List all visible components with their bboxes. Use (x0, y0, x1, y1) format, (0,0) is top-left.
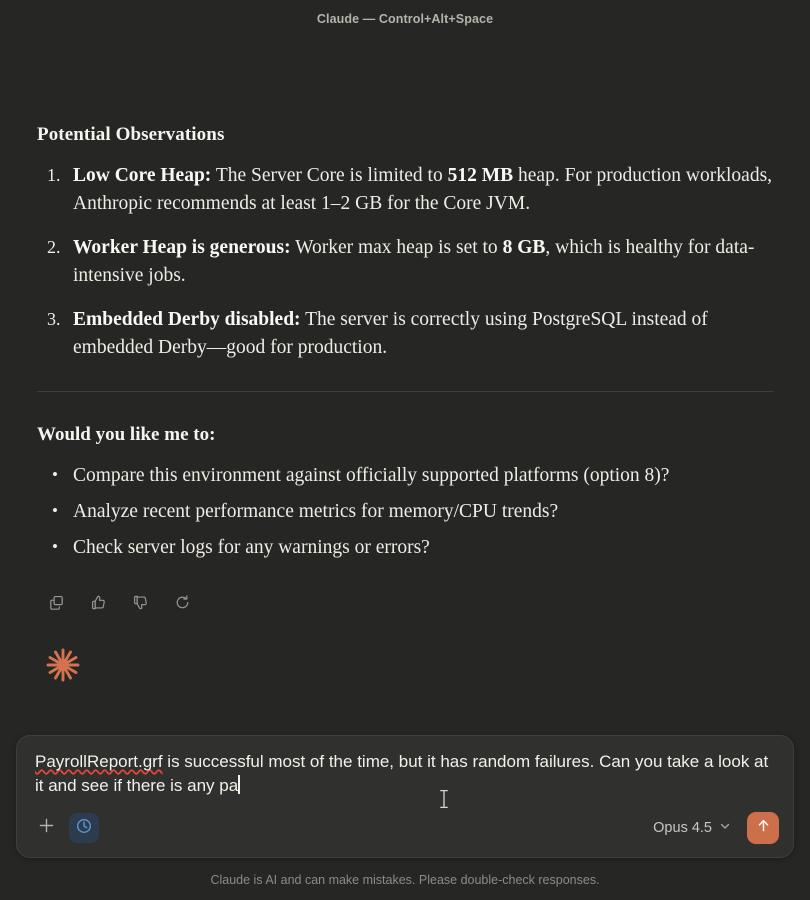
observation-emphasis: 512 MB (447, 165, 514, 186)
observations-list (37, 162, 773, 361)
copy-button[interactable] (43, 589, 69, 615)
text-caret (238, 775, 240, 794)
copy-icon (48, 594, 65, 611)
retry-button[interactable] (169, 589, 195, 615)
message-input[interactable] (35, 750, 775, 800)
model-selector-label: Opus 4.5 (653, 820, 712, 836)
observation-emphasis: 8 GB (502, 237, 546, 258)
conversation-area (0, 38, 810, 735)
observation-text: Worker max heap is set to (290, 237, 503, 258)
observation-text: The Server Core is limited to (211, 165, 448, 186)
model-selector[interactable] (651, 816, 733, 840)
composer-toolbar (31, 810, 779, 846)
list-item: • Analyze recent performance metrics for memory/CPU trends? (37, 498, 773, 525)
followup-list (37, 462, 773, 561)
section-divider (37, 391, 773, 392)
retry-icon (174, 594, 191, 611)
arrow-up-icon (755, 817, 772, 839)
observations-heading: Potential Observations (37, 124, 225, 145)
history-button[interactable] (69, 813, 99, 843)
observation-lead: Worker Heap is generous: (73, 237, 291, 258)
list-item: • Check server logs for any warnings or errors? (37, 534, 773, 561)
window-title: Claude — Control+Alt+Space (316, 12, 494, 26)
send-button[interactable] (747, 812, 779, 844)
composer[interactable] (16, 735, 794, 858)
followup-heading: Would you like me to: (37, 424, 216, 445)
thumbs-up-icon (90, 594, 107, 611)
claude-starburst-logo (43, 645, 83, 685)
observation-text-cont: heap. For production workloads, Anthropic recommends at least 1–2 GB for the Core JVM. (73, 165, 773, 214)
thumbs-down-button[interactable] (127, 589, 153, 615)
observation-lead: Low Core Heap: (73, 165, 212, 186)
observation-lead: Embedded Derby disabled: (73, 309, 301, 330)
history-clock-icon (75, 817, 93, 840)
observation-text-cont: , which is healthy for data-intensive jobs. (73, 237, 755, 286)
observation-text: The server is correctly using PostgreSQL instead of embedded Derby—good for production. (73, 309, 708, 358)
misspelled-word: PayrollReport.grf (35, 752, 163, 771)
list-item (37, 234, 773, 289)
add-attachment-button[interactable] (31, 813, 61, 843)
list-item (37, 306, 773, 361)
list-item (37, 162, 773, 217)
window-titlebar (0, 0, 810, 38)
message-input-text: is successful most of the time, but it has random failures. Can you take a look at it and see if there is any pa (35, 752, 773, 795)
composer-tools (31, 813, 99, 843)
footer-disclaimer: Claude is AI and can make mistakes. Please double-check responses. (210, 873, 600, 887)
thumbs-up-button[interactable] (85, 589, 111, 615)
thumbs-down-icon (132, 594, 149, 611)
message-actions (43, 589, 773, 615)
list-item: • Compare this environment against officially supported platforms (option 8)? (37, 462, 773, 489)
add-attachment-icon (37, 816, 56, 840)
chevron-down-icon (719, 820, 731, 836)
composer-actions (651, 812, 779, 844)
